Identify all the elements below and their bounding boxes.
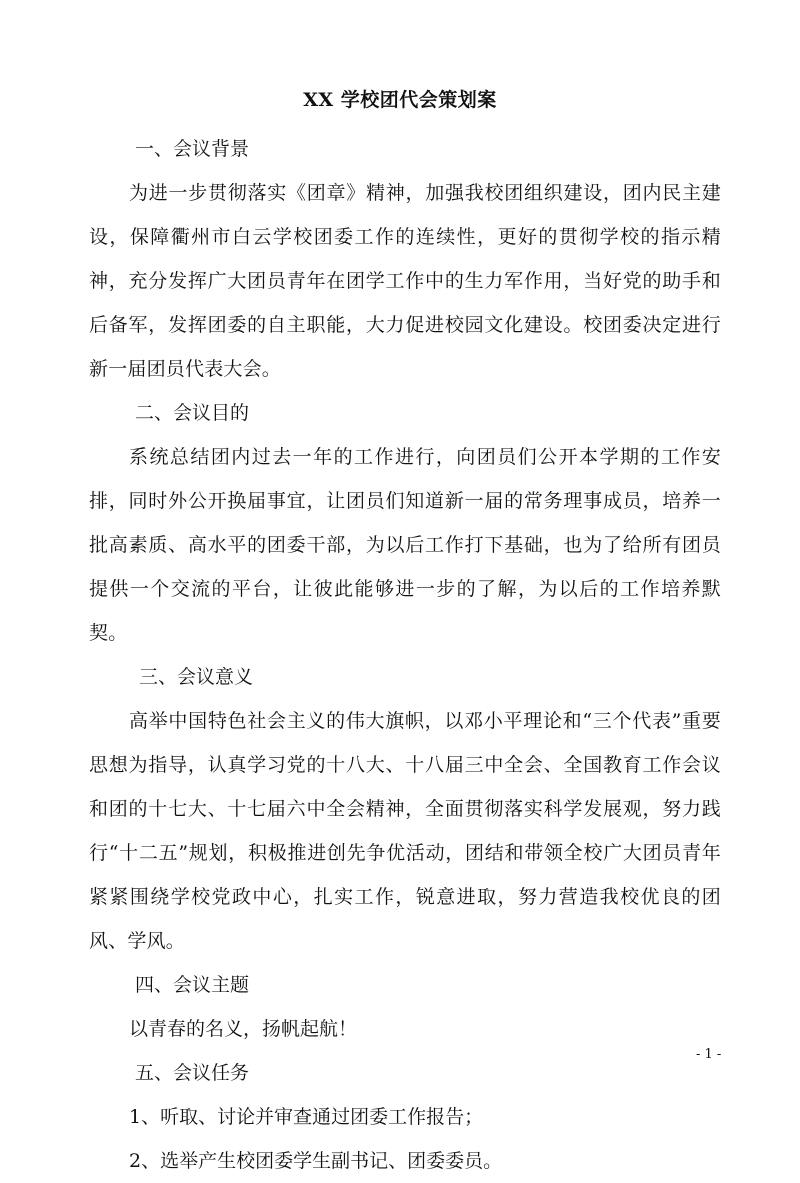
document-body: [89, 127, 721, 1183]
section-paragraph-significance: 高举中国特色社会主义的伟大旗帜，以邓小平理论和“三个代表”重要思想为指导，认真学习党的十八大、十八届三中全会、全国教育工作会议和团的十七大、十七届六中全会精神，全面贯彻落实科学发展观，努力践行“十二五”规划，积极推进创先争优活动，团结和带领全校广大团员青年紧紧围绕学校党政中心，扎实工作，锐意进取，努力营造我校优良的团风、学风。: [89, 710, 721, 952]
task-item: 1、听取、讨论并审查通过团委工作报告；: [129, 1106, 484, 1128]
section-heading-significance: 三、会议意义: [139, 666, 254, 688]
document-title: XX 学校团代会策划案: [303, 89, 497, 111]
task-item: 2、选举产生校团委学生副书记、团委委员。: [129, 1150, 503, 1172]
section-heading-theme: 四、会议主题: [135, 974, 250, 996]
section-paragraph-theme: 以青春的名义，扬帆起航！: [129, 1018, 358, 1040]
page-number: - 1 -: [696, 1047, 722, 1062]
section-paragraph-purpose: 系统总结团内过去一年的工作进行，向团员们公开本学期的工作安排，同时外公开换届事宜，让团员们知道新一届的常务理事成员，培养一批高素质、高水平的团委干部，为以后工作打下基础，也为了给所有团员提供一个交流的平台，让彼此能够进一步的了解，为以后的工作培养默契。: [89, 446, 721, 644]
section-heading-tasks: 五、会议任务: [135, 1062, 250, 1084]
section-heading-purpose: 二、会议目的: [135, 402, 250, 424]
section-heading-background: 一、会议背景: [135, 138, 250, 160]
section-paragraph-background: 为进一步贯彻落实《团章》精神，加强我校团组织建设，团内民主建设，保障衢州市白云学校团委工作的连续性，更好的贯彻学校的指示精神，充分发挥广大团员青年在团学工作中的生力军作用，当好党的助手和后备军，发挥团委的自主职能，大力促进校园文化建设。校团委决定进行新一届团员代表大会。: [89, 182, 721, 380]
